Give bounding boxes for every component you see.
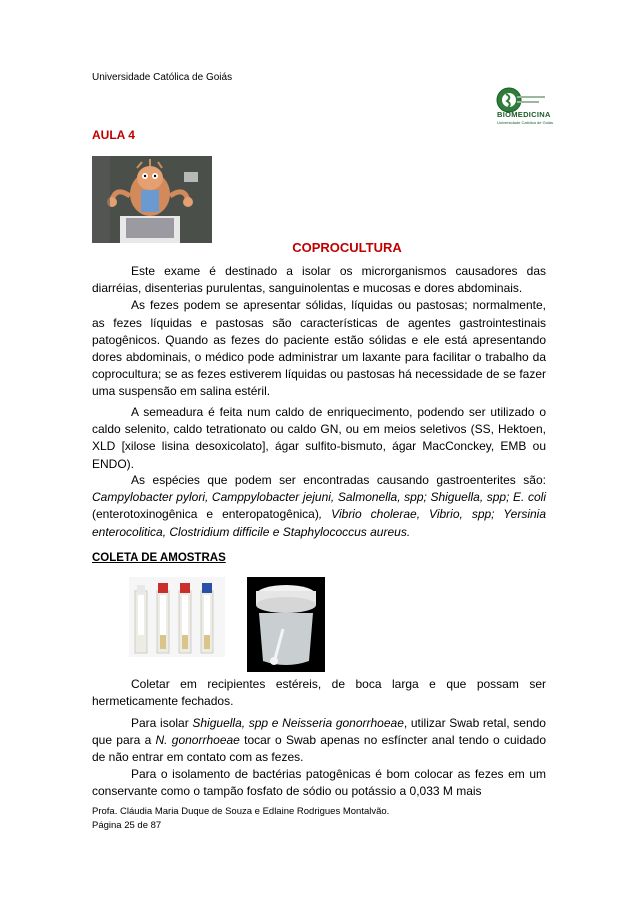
- institution-header: Universidade Católica de Goiás: [92, 72, 233, 83]
- paragraph-5-part-c: tocar o Swab apenas no esfíncter anal tendo o cuidado de não entrar em contato com as fezes.: [92, 733, 547, 765]
- paragraph-5-species-2: N. gonorrhoeae: [155, 733, 240, 748]
- paragraph-5: [92, 715, 546, 767]
- paragraph-1b: As fezes podem se apresentar sólidas, líquidas ou pastosas; normalmente, as fezes líquidas e pastosas são características de agentes gastrointestinais patogênicos. Quando as fezes do paciente estão sólidas e ele está apresentando dores abdominais, o médico pode administrar um laxante para facilitar o trabalho da coprocultura; se as fezes estiverem líquidas ou pastosas há necessidade de se fazer uma suspensão em salina estéril.: [92, 298, 546, 399]
- paragraph-2: A semeadura é feita num caldo de enriquecimento, podendo ser utilizado o caldo selenito, caldo tetrationato ou caldo GN, ou em meios seletivos (SS, Hektoen, XLD [xilose lisina desoxicolato], ágar sulfito-bismuto, ágar MacConckey, EMB ou ENDO).: [92, 405, 546, 471]
- specimen-cup-image: [247, 577, 325, 672]
- paragraph-4: Coletar em recipientes estéreis, de boca larga e que possam ser hermeticamente fechados.: [92, 677, 546, 709]
- paragraph-5-species: Shiguella, spp e Neisseria gonorrhoeae: [192, 716, 404, 730]
- footer-authors: Profa. Cláudia Maria Duque de Souza e Edlaine Rodrigues Montalvão.: [92, 806, 390, 817]
- lesson-label: AULA 4: [92, 128, 135, 142]
- document-title: COPROCULTURA: [292, 240, 402, 255]
- paragraph-1a: Este exame é destinado a isolar os microrganismos causadores das diarréias, disenterias purulentas, sanguinolentas e mucosas e dores abdominais.: [92, 264, 546, 296]
- swab-tubes-image: [129, 577, 225, 657]
- paragraph-5-part-b: , utilizar Swab retal, sendo que para a: [92, 716, 546, 748]
- logo-subtext: Universidade Católica de Goiás: [497, 120, 554, 125]
- species-note: (enterotoxinogênica e enteropatogênica): [92, 507, 319, 522]
- species-list-1: Campylobacter pylori, Camppylobacter jejuni, Salmonella, spp; Shiguella, spp; E. coli: [92, 490, 546, 505]
- paragraph-6: Para o isolamento de bactérias patogênicas é bom colocar as fezes em um conservante como o tampão fosfato de sódio ou potássio a 0,033 M mais: [92, 767, 546, 799]
- toilet-cartoon-image: [92, 156, 212, 243]
- page-footer: [92, 805, 389, 833]
- section-heading: COLETA DE AMOSTRAS: [92, 552, 226, 564]
- paragraph-intro: [92, 263, 546, 401]
- footer-page-number: Página 25 de 87: [92, 820, 162, 831]
- logo-text: BIOMEDICINA: [497, 110, 551, 119]
- species-list-2: , Vibrio cholerae, Vibrio, spp; Yersinia enterocolitica, Clostridium difficile e Staphylococcus aureus.: [92, 507, 546, 539]
- paragraph-5-part-a: Para isolar: [131, 716, 193, 730]
- paragraph-3: [92, 472, 546, 541]
- paragraph-3-intro: As espécies que podem ser encontradas causando gastroenterites são:: [131, 473, 546, 487]
